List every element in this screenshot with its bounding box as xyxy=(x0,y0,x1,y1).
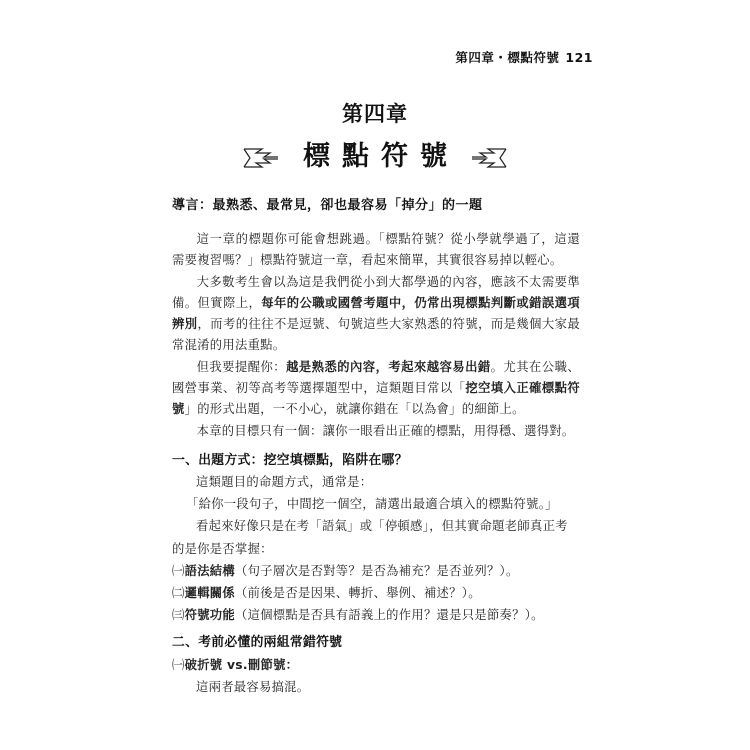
emphasis-text: 挖空填入正確標點符號 xyxy=(172,381,580,417)
list-marker: ㈢ xyxy=(172,608,185,622)
list-marker: ㈠ xyxy=(172,658,185,672)
emphasis-text: 每年的公職或國營考題中，仍常出現標點判斷或錯誤選項辨別 xyxy=(172,295,580,332)
chapter-title: 標點符號 xyxy=(303,141,459,172)
chapter-title-banner xyxy=(240,138,510,178)
intro-paragraph-1: 這一章的標題你可能會想跳過。「標點符號？從小學就學過了，這還需要複習嗎？」標點符號這一章，看起來簡單，其實很容易掉以輕心。 xyxy=(172,232,580,268)
section-1-line-1: 這類題目的命題方式，通常是： xyxy=(196,475,373,489)
list-marker: ㈡ xyxy=(172,586,185,600)
left-ornament-icon xyxy=(240,138,284,178)
section-1-quote: 「給你一段句子，中間挖一個空，請選出最適合填入的標點符號。」 xyxy=(186,497,558,511)
list-item xyxy=(172,583,481,601)
section-1-line-4: 的是你是否掌握： xyxy=(172,542,273,556)
list-term: 邏輯關係 xyxy=(184,586,235,600)
list-term: 語法結構 xyxy=(184,564,235,578)
list-desc: （這個標點是否具有語義上的作用？還是只是節奏？）。 xyxy=(235,608,544,622)
section-1-heading: 一、出題方式：挖空填標點，陷阱在哪？ xyxy=(172,453,408,468)
running-title: 第四章・標點符號 xyxy=(455,50,560,65)
list-desc: （前後是否是因果、轉折、舉例、補述？）。 xyxy=(235,586,481,600)
right-ornament-icon xyxy=(466,138,510,178)
intro-paragraph-2: 大多數考生會以為這是我們從小到大都學過的內容，應該不太需要準備。但實際上，每年的公職或國營考題中，仍常出現標點判斷或錯誤選項辨別，而考的往往不是逗號、句號這些大家熟悉的符號，而是幾個大家最常混淆的用法重點。 xyxy=(172,274,580,353)
intro-paragraph-4: 本章的目標只有一個：讓你一眼看出正確的標點，用得穩、選得對。 xyxy=(196,423,575,438)
emphasis-text: 越是熟悉的內容，考起來越容易出錯 xyxy=(286,359,491,374)
page-number: 121 xyxy=(565,50,593,65)
intro-paragraph-3: 但我要提醒你：越是熟悉的內容，考起來越容易出錯。尤其在公職、國營事業、初等高考等選擇題型中，這類題目常以「挖空填入正確標點符號」的形式出題，一不小心，就讓你錯在「以為會」的細節上。 xyxy=(172,359,580,417)
section-2-line-1: 這兩者最容易搞混。 xyxy=(196,680,310,694)
list-desc: （句子層次是否對等？是否為補充？是否並列？）。 xyxy=(235,564,519,578)
intro-body xyxy=(172,229,580,442)
section-2-subheading xyxy=(172,655,298,673)
intro-heading: 導言：最熟悉、最常見，卻也最容易「掉分」的一題 xyxy=(172,198,483,213)
chapter-label: 第四章 xyxy=(342,102,408,126)
list-item xyxy=(172,605,544,623)
section-2-heading: 二、考前必懂的兩組常錯符號 xyxy=(172,635,343,650)
list-term: 符號功能 xyxy=(184,608,235,622)
section-1-line-3: 看起來好像只是在考「語氣」或「停頓感」，但其實命題老師真正考 xyxy=(196,519,568,533)
list-marker: ㈠ xyxy=(172,564,185,578)
list-item xyxy=(172,561,519,579)
running-header xyxy=(455,48,593,66)
subheading-text: 破折號 vs.刪節號： xyxy=(184,658,299,672)
